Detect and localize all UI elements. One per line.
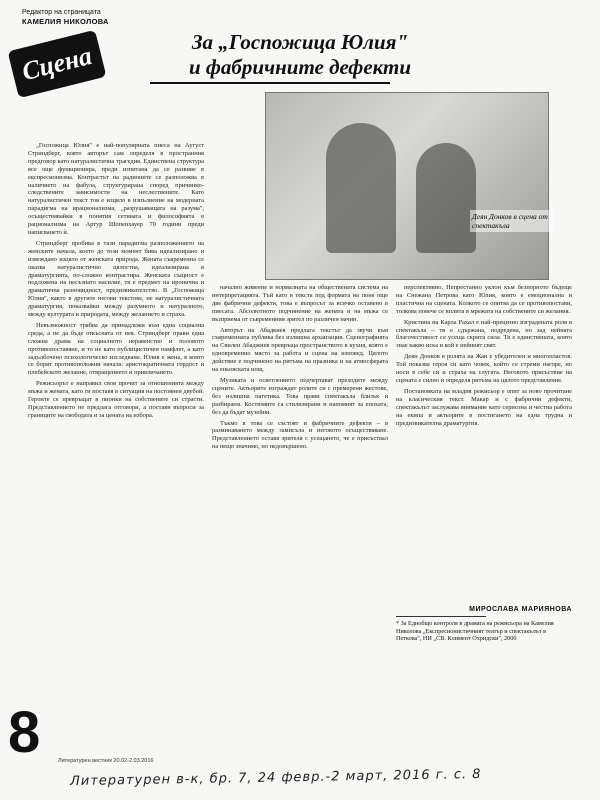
article-title	[150, 30, 450, 80]
article-photo	[265, 92, 549, 280]
paragraph: Тъкмо в това се състоят и фабричните дефекти – в разминаването между замисъла и неговото осъществяване. Представлението оставя зрителя с усещането, че е присъствал на нещо значимо, но недовършено.	[212, 419, 388, 451]
paragraph: начално живеене и нормалната на обществената система на интерпретацията. Тъй като в текста под формата на поне още две фабрични дефекти, това е въпросът за всичко оставено в пиесата. Абсолютното подчинение на жената и на мъжа се възприема от съвременния зрител по различен начин.	[212, 284, 388, 323]
paragraph: Режисьорът е направил своя прочит за отношенията между мъжа и жената, като ги поставя в ситуация на постоянен двубой. Героите се превръщат в пионки на собствените си страсти. Представлението не предлага отговори, а поставя въпроси за границите на свободата и за цената на избора.	[28, 380, 204, 419]
paragraph: Авторът на Абадкиев предлага текстът да звучи към съвременната публика без излишна архаизация. Сценографията на Свилен Абаджиев превръща пространството в кухня, която е едновременно място за работа и сцена на изповед. Цялото действие е подчинено на ритъма на празника и на атмосферата на еньовската нощ.	[212, 326, 388, 374]
article-title-line2: и фабричните дефекти	[188, 55, 412, 79]
editor-role: Редактор на страницата	[22, 9, 101, 16]
page-editor	[22, 8, 109, 26]
article-column-2	[212, 284, 388, 704]
title-rule	[150, 82, 390, 84]
section-badge: Сцена	[8, 30, 107, 98]
handwritten-source-note: Литературен в-к, бр. 7, 24 февр.-2 март, 2016 г. с. 8	[69, 766, 482, 790]
printed-source-line: Литературен вестник 20.02-2.03.2016	[58, 758, 154, 764]
paragraph: „Госпожица Юлия" е най-популярната пиеса на Аугуст Стриндберг, която авторът сам определя в пространния предговор като натуралистична трагедия. Единствена структура все още функционира, преди изпитана да се развиве в експресионизма. Контрастът на радионите се разположва в наличието на фабула, структурирана според причинно-следствените зависимости на неслествените. Като натуралистичен текст тоя е изцяло в изпълнение на модерната парадигма на ирационализма, „разрушаващата на разума", осъществявайки в понятия сетивата и философията в рационализма на Артур Шопенхауер 70 години преди написването ѝ.	[28, 142, 204, 236]
paragraph: Деян Донков в ролята на Жан е убедителен и многопластов. Той показва героя си като човек, който се стреми нагоре, но носи в себе си и страха на слугата. Неговото присъствие на сцената е силно и определя ритъма на цялото представление.	[396, 353, 572, 384]
paragraph: Постановката на младия режисьор е опит за ново прочитане на класическия текст. Макар и с фабрични дефекти, спектакълът заслужава внимание като сериозна и честна работа на екипа и актьорите в постигането на една трудна и предизвикателна драматургия.	[396, 387, 572, 427]
footnote-rule	[396, 616, 486, 617]
paragraph: перспективно. Непрестанно уклон към безпорното бъдеще на Снежана Петрова като Юлия, която е емоционална и пластична на сцената. Колкото се опитва да се противопостави, толкова повече се вплита в мрежата на собствените си желания.	[396, 284, 572, 315]
article-footnote: * За Еднобщо контроля в драмата на режисьора на Камелия Николова „Експресионистичният театър и спектакълът в Петкова", НИ „СВ. Климент Охридски", 2000	[396, 620, 554, 643]
paragraph: Невъзможност трябва да принадлежи към една социална среда, а не да бъде откъсната от нея. Стриндберг прави една сложна драма на социалното неравенство и половото противопоставяне, и то не като публицистичен памфлет, а като задълбочено психологическо изследване. Юлия е жена, в която се борят противоположни начала: аристократичната гордост и плебейското желание, отвращението и привличането.	[28, 321, 204, 377]
photo-figure-left	[326, 123, 396, 253]
article-author: МИРОСЛАВА МАРИЯНОВА	[469, 606, 572, 613]
photo-caption: Деян Донков в сцена от спектакъла	[470, 210, 554, 232]
photo-figure-right	[416, 143, 476, 253]
paragraph: Стриндберг пробива в тази парадигма разположението на женските начала, което до този момент бива идеализирано и извеждано изцяло от женската природа. Жената съвременна се оказва натуралистично цялостна, идеализирана в драматургията, по-сложно контрастира. Женската същност е подложена на несъзнато насилие, тя е предмет на иронична и драматична разновидност, предизвикателство. В „Госпожица Юлия", както в другите негови текстове, не натуралистичната драматургия, показвайки между разумното и натуралното, между културата и природата, между желанието и страха.	[28, 239, 204, 319]
paragraph: Кристина на Карла Рахал е най-прецизно изградената роля в спектакъла – тя е сдържана, подредена, но зад нейната благочестивост се усеща скрита сила. Тя е единствената, която знае какво иска и кой е нейният свят.	[396, 318, 572, 350]
paragraph: Музиката и осветлението подчертават преходите между сцените. Актьорите изграждат ролите си с премерени жестове, без излишна патетика. Това прави спектакъла близък и разбираем. Костюмите са стилизирани и напомнят за епохата, без да бъдат музейни.	[212, 376, 388, 416]
article-column-3	[396, 284, 572, 602]
article-title-line1: За „Госпожица Юлия"	[191, 30, 409, 54]
page-number: 8	[8, 700, 41, 765]
editor-name: КАМЕЛИЯ НИКОЛОВА	[22, 17, 109, 26]
article-column-1	[28, 142, 204, 682]
